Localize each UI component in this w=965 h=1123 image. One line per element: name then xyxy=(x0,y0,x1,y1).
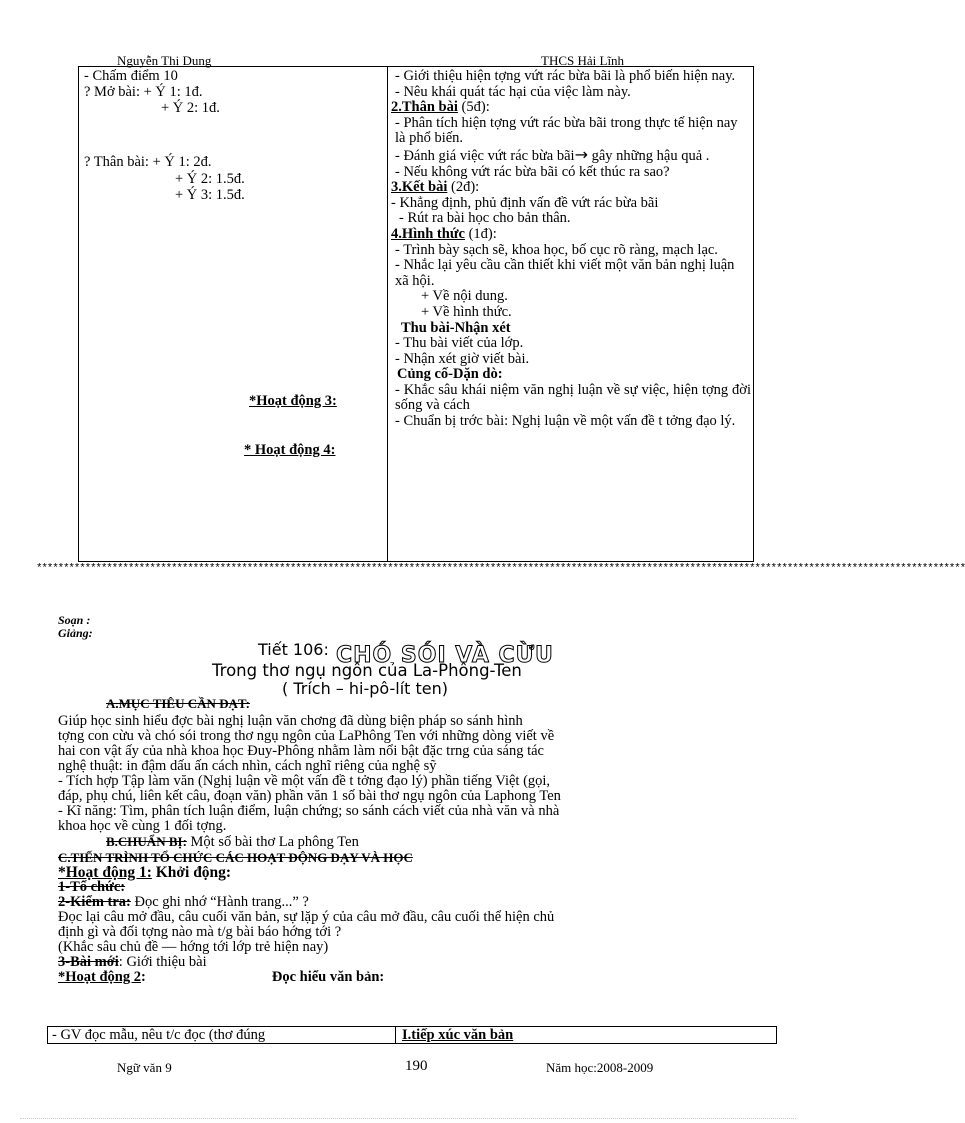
right-r10-heading: 4.Hình thức xyxy=(391,225,465,242)
footer-page: 190 xyxy=(405,1058,428,1074)
right-r7-score: (2đ): xyxy=(447,179,480,196)
right-r5-b: gây những hậu quả . xyxy=(587,147,710,164)
table-divider xyxy=(387,66,388,562)
header-author: Nguyễn Thị Dung xyxy=(117,53,212,68)
header-school: THCS Hải Lĩnh xyxy=(541,53,625,68)
right-r20: - Chuẩn bị trớc bài: Nghị luận về một vấn đề t tởng đạo lý. xyxy=(395,413,736,430)
muc-tieu-heading: A.MỤC TIÊU CẦN ĐẠT: xyxy=(106,696,250,711)
right-r3-score: (5đ): xyxy=(457,99,490,116)
hoat-dong-2-label: *Hoạt động 2 xyxy=(58,969,141,985)
lesson-subtitle-2: ( Trích – hi-pô-lít ten) xyxy=(282,679,449,698)
right-r10-score: (1đ): xyxy=(464,225,497,242)
body-p4: nghệ thuật: in đậm dấu ấn cách nhìn, cách nghĩ riêng của nghệ sỹ xyxy=(58,758,437,774)
right-r7 xyxy=(391,180,751,196)
hoat-dong-1-title: Khởi động: xyxy=(151,864,232,881)
right-r16: - Thu bài viết của lớp. xyxy=(395,335,524,352)
arrow-right-icon: → xyxy=(574,144,588,164)
question-1: Đọc lại câu mở đầu, câu cuối văn bản, sự lặp ý của câu mở đầu, câu cuối thể hiện chủ xyxy=(58,909,555,925)
bottom-table-right: I.tiếp xúc văn bản xyxy=(402,1027,514,1043)
right-column xyxy=(391,69,751,430)
hoat-dong-1 xyxy=(58,865,758,880)
bottom-table-left: - GV đọc mẫu, nêu t/c đọc (thơ đúng xyxy=(52,1027,266,1043)
left-line-6: + Ý 3: 1.5đ. xyxy=(175,187,245,203)
lesson-title: CHÓ SÓI VÀ CỪU xyxy=(336,643,554,668)
question-2: định gì và đối tợng nào mà t/g bài báo hớng tới ? xyxy=(58,924,342,940)
bottom-dotted-rule xyxy=(20,1118,796,1119)
left-line-3: + Ý 2: 1đ. xyxy=(161,100,220,116)
kiem-tra-text: Đọc ghi nhớ “Hành trang...” ? xyxy=(130,894,309,910)
star-separator: **************************************************************************************************************************************************************************** xyxy=(36,563,965,575)
chuan-bi-heading: B.CHUẨN BỊ: xyxy=(106,834,187,849)
tien-trinh-heading: C.TIẾN TRÌNH TỔ CHỨC CÁC HOẠT ĐỘNG DẠY VÀ HỌC xyxy=(58,850,413,865)
right-r14: + Về hình thức. xyxy=(421,303,512,320)
left-line-5: + Ý 2: 1.5đ. xyxy=(175,171,245,187)
left-line-2: ? Mở bài: + Ý 1: 1đ. xyxy=(84,84,203,100)
right-r15: Thu bài-Nhận xét xyxy=(401,319,511,336)
bottom-table-divider xyxy=(395,1026,396,1044)
kiem-tra xyxy=(58,895,758,910)
body-p2: tợng con cừu và chó sói trong thơ ngụ ngôn của LaPhông Ten với những dòng viết về xyxy=(58,728,555,744)
right-r7-heading: 3.Kết bài xyxy=(391,179,448,196)
right-r10 xyxy=(391,227,751,243)
left-hoat-dong-3: *Hoạt động 3: xyxy=(249,393,337,409)
right-r17: - Nhận xét giờ viết bài. xyxy=(395,350,530,367)
giang-label: Giảng: xyxy=(58,626,93,640)
body-p7: - Kĩ năng: Tìm, phân tích luận điểm, luận chứng; so sánh cách viết của nhà văn và nhà xyxy=(58,803,560,819)
left-hoat-dong-4: * Hoạt động 4: xyxy=(244,442,336,458)
tiet-label: Tiết 106: xyxy=(258,640,329,659)
body-p6: đáp, phụ chú, liên kết câu, đoạn văn) phần văn 1 số bài thơ ngụ ngôn của Laphong Ten xyxy=(58,788,561,804)
right-r11: - Trình bày sạch sẽ, khoa học, bố cục rõ ràng, mạch lạc. xyxy=(395,241,718,258)
lesson-body xyxy=(58,714,758,985)
right-r18: Củng cố-Dặn dò: xyxy=(397,366,503,383)
body-p8: khoa học về cùng 1 đối tợng. xyxy=(58,818,227,834)
hoat-dong-2-colon: : xyxy=(141,969,146,985)
right-r19: - Khắc sâu khái niệm văn nghị luận về sự việc, hiện tợng đời sống và cách xyxy=(395,381,751,414)
right-r13: + Về nội dung. xyxy=(421,288,508,305)
soan-label: Soạn : xyxy=(58,613,91,627)
right-r1: - Giới thiệu hiện tợng vứt rác bừa bãi là phổ biến hiện nay. xyxy=(395,68,736,84)
hoat-dong-1-label: *Hoạt động 1: xyxy=(58,864,152,881)
body-p3: hai con vật ấy của nhà khoa học Đuy-Phông nhằm làm nổi bật đặc trng của sáng tác xyxy=(58,743,544,759)
right-r6: - Nếu không vứt rác bừa bãi có kết thúc ra sao? xyxy=(395,163,670,180)
footer-year: Năm học:2008-2009 xyxy=(546,1060,654,1075)
bai-moi-text: : Giới thiệu bài xyxy=(118,954,207,970)
right-r2: - Nêu khái quát tác hại của việc làm này. xyxy=(395,83,631,100)
question-3: (Khắc sâu chủ đề — hớng tới lớp trẻ hiện nay) xyxy=(58,939,329,955)
right-r12: - Nhắc lại yêu cầu cần thiết khi viết một văn bản nghị luận xã hội. xyxy=(395,257,735,289)
lesson-subtitle: Trong thơ ngụ ngôn của La-Phông-Ten xyxy=(212,661,522,680)
doc-hieu-heading: Đọc hiểu văn bản: xyxy=(271,969,385,985)
body-p5: - Tích hợp Tập làm văn (Nghị luận về một vấn đề t tởng đạo lý) phần tiếng Việt (gọi, xyxy=(58,773,551,789)
right-r3 xyxy=(391,100,751,116)
bai-moi-label: 3-Bài mới xyxy=(58,954,119,970)
body-p1: Giúp học sinh hiểu đợc bài nghị luận văn chơng đã dùng biện pháp so sánh hình xyxy=(58,713,523,729)
to-chuc: 1-Tổ chức: xyxy=(58,879,126,895)
right-r9: - Rút ra bài học cho bản thân. xyxy=(399,210,571,227)
right-r5 xyxy=(391,144,751,165)
chuan-bi-text: Một số bài thơ La phông Ten xyxy=(186,834,359,850)
hoat-dong-2 xyxy=(58,970,758,985)
left-line-1: - Chấm điểm 10 xyxy=(84,68,178,84)
right-r8: - Khẳng định, phủ định vấn đề vứt rác bừa bãi xyxy=(391,194,659,211)
kiem-tra-label: 2-Kiểm tra: xyxy=(58,894,131,910)
footer-subject: Ngữ văn 9 xyxy=(117,1060,172,1075)
right-r5-a: - Đánh giá việc vứt rác bừa bãi xyxy=(395,147,575,164)
bai-moi xyxy=(58,955,758,970)
left-line-4: ? Thân bài: + Ý 1: 2đ. xyxy=(84,154,212,170)
right-r3-heading: 2.Thân bài xyxy=(391,99,458,116)
chuan-bi xyxy=(58,834,758,850)
right-r4: - Phân tích hiện tợng vứt rác bừa bãi trong thực tế hiện nay là phổ biến. xyxy=(395,114,738,147)
